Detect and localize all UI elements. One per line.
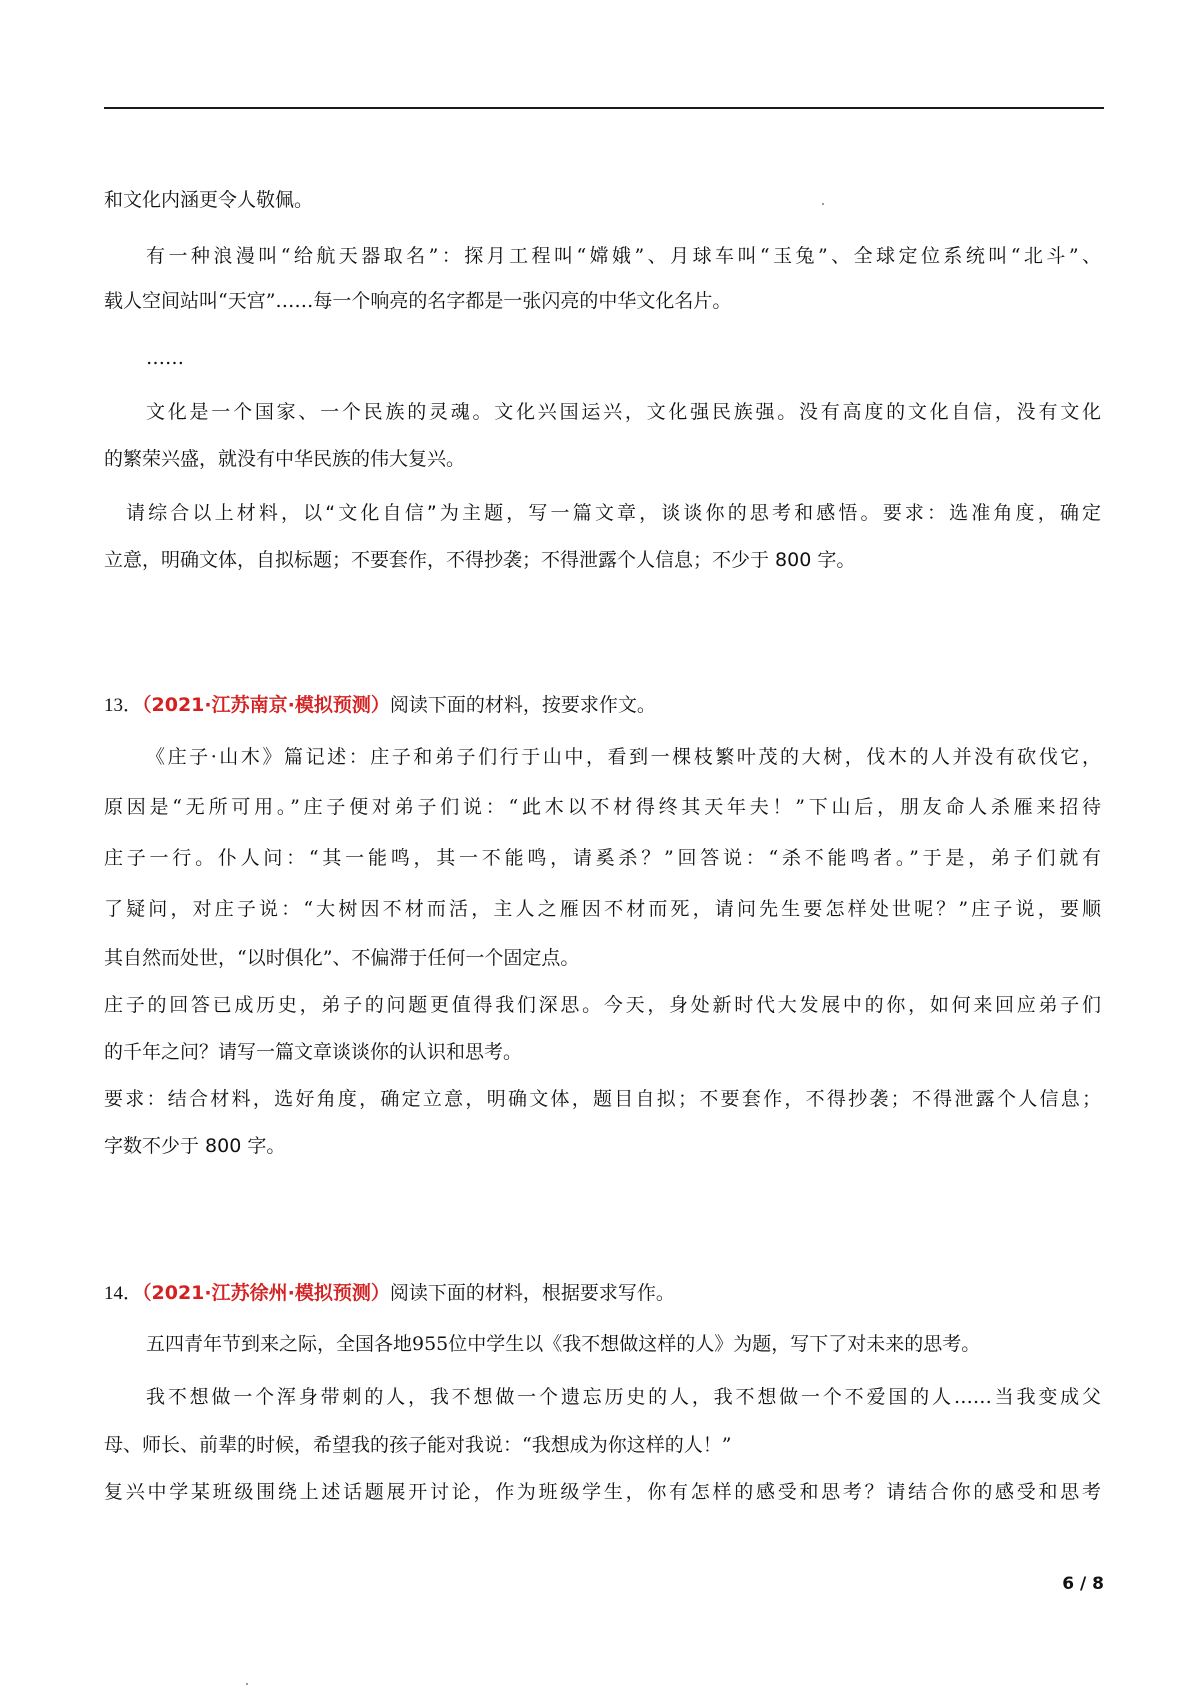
q13-material-line-1: 《庄子·山木》篇记述：庄子和弟子们行于山中，看到一棵枝繁叶茂的大树，伐木的人并没有砍伐它， (146, 746, 1101, 768)
ellipsis-line: …… (146, 347, 184, 369)
q13-requirements-line-2: 字数不少于 800 字。 (104, 1135, 286, 1157)
question-instruction: 阅读下面的材料，根据要求写作。 (389, 1282, 675, 1304)
q13-task-line-2: 的千年之问？请写一篇文章谈谈你的认识和思考。 (104, 1041, 523, 1063)
q13-material-line-2: 原因是“无所可用。”庄子便对弟子们说：“此木以不材得终其天年夫！”下山后，朋友命人杀雁来招待 (104, 796, 1101, 818)
writing-prompt-line-2: 立意，明确文体，自拟标题；不要套作，不得抄袭；不得泄露个人信息；不少于 800 字。 (104, 549, 856, 571)
question-instruction: 阅读下面的材料，按要求作文。 (389, 694, 656, 716)
continued-line: 和文化内涵更令人敬佩。 (104, 189, 314, 211)
q13-material-line-4: 了疑问，对庄子说：“大树因不材而活，主人之雁因不材而死，请问先生要怎样处世呢？”庄子说，要顺 (104, 898, 1101, 920)
scan-speck (246, 1683, 248, 1685)
question-source-tag: （2021·江苏南京·模拟预测） (142, 694, 390, 716)
q13-material-line-3: 庄子一行。仆人问：“其一能鸣，其一不能鸣，请奚杀？”回答说：“杀不能鸣者。”于是，弟子们就有 (104, 847, 1101, 869)
q14-quote-line-2: 母、师长、前辈的时候，希望我的孩子能对我说：“我想成为你这样的人！” (104, 1434, 732, 1456)
q14-quote-line-1: 我不想做一个浑身带刺的人，我不想做一个遗忘历史的人，我不想做一个不爱国的人……当我变成父 (146, 1386, 1101, 1408)
q13-material-line-5: 其自然而处世，“以时俱化”、不偏滞于任何一个固定点。 (104, 947, 580, 969)
q13-task-line-1: 庄子的回答已成历史，弟子的问题更值得我们深思。今天，身处新时代大发展中的你，如何来回应弟子们 (104, 994, 1101, 1016)
question-source-tag: （2021·江苏徐州·模拟预测） (142, 1282, 390, 1304)
q14-material-intro: 五四青年节到来之际，全国各地955位中学生以《我不想做这样的人》为题，写下了对未来的思考。 (146, 1333, 981, 1355)
question-number: 13． (104, 695, 143, 716)
q14-task-line: 复兴中学某班级围绕上述话题展开讨论，作为班级学生，你有怎样的感受和思考？请结合你的感受和思考 (104, 1481, 1101, 1503)
naming-paragraph-line-1: 有一种浪漫叫“给航天器取名”：探月工程叫“嫦娥”、月球车叫“玉兔”、全球定位系统叫“北斗”、 (146, 245, 1101, 267)
question-13-heading (104, 693, 656, 718)
naming-paragraph-line-2: 载人空间站叫“天宫”……每一个响亮的名字都是一张闪亮的中华文化名片。 (104, 290, 732, 312)
q13-requirements-line-1: 要求：结合材料，选好角度，确定立意，明确文体，题目自拟；不要套作，不得抄袭；不得泄露个人信息； (104, 1088, 1101, 1110)
question-14-heading (104, 1281, 675, 1306)
culture-paragraph-line-1: 文化是一个国家、一个民族的灵魂。文化兴国运兴，文化强民族强。没有高度的文化自信，没有文化 (146, 401, 1101, 423)
page-number: 6 / 8 (1062, 1574, 1104, 1594)
scan-speck (822, 203, 824, 205)
writing-prompt-line-1: 请综合以上材料，以“文化自信”为主题，写一篇文章，谈谈你的思考和感悟。要求：选准角度，确定 (126, 502, 1101, 524)
culture-paragraph-line-2: 的繁荣兴盛，就没有中华民族的伟大复兴。 (104, 448, 466, 470)
header-rule (104, 107, 1104, 109)
question-number: 14． (104, 1283, 143, 1304)
